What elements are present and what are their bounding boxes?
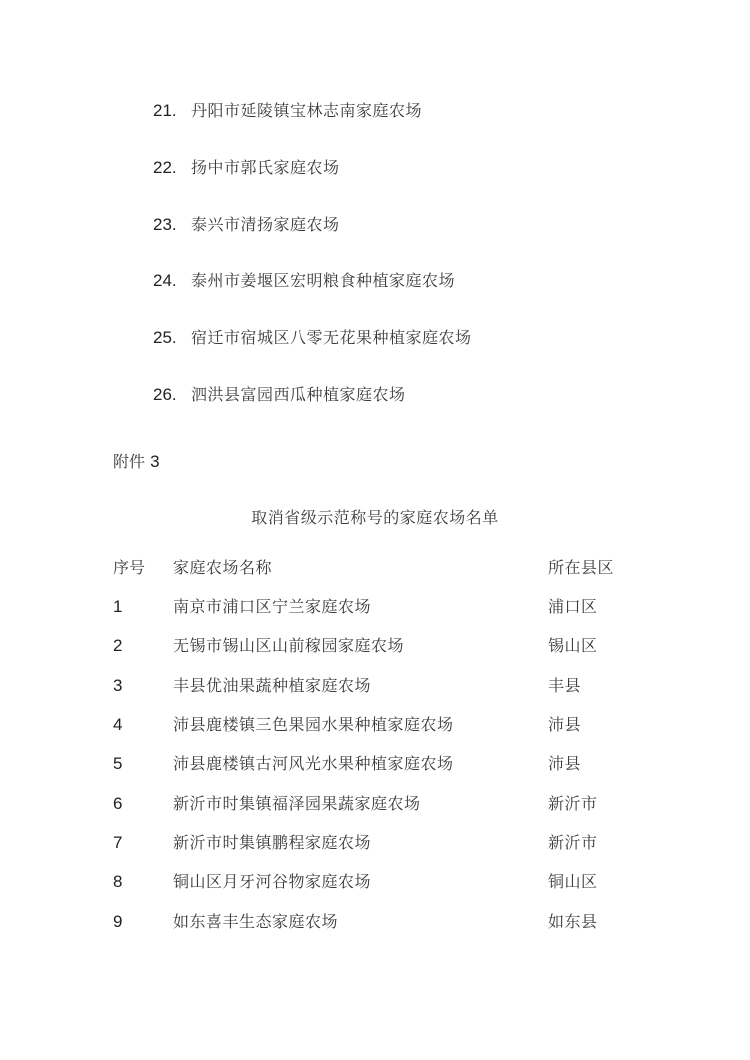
attachment-label [113, 451, 160, 473]
list-item [153, 327, 472, 349]
table-row [113, 752, 633, 776]
row-index: 6 [113, 794, 123, 813]
row-index: 2 [113, 636, 123, 655]
header-name: 家庭农场名称 [173, 558, 273, 577]
row-index: 3 [113, 676, 123, 695]
farm-name: 泰州市姜堰区宏明粮食种植家庭农场 [191, 271, 456, 290]
row-index: 7 [113, 833, 123, 852]
farm-name: 宿迁市宿城区八零无花果种植家庭农场 [191, 328, 472, 347]
row-county: 新沂市 [548, 794, 598, 813]
row-index: 9 [113, 912, 123, 931]
row-county: 锡山区 [548, 636, 598, 655]
table-row [113, 674, 633, 698]
row-county: 沛县 [548, 754, 582, 773]
item-number: 24. [153, 271, 177, 290]
table-row [113, 595, 633, 619]
farm-name: 丹阳市延陵镇宝林志南家庭农场 [191, 101, 423, 120]
row-name: 丰县优油果蔬种植家庭农场 [173, 676, 372, 695]
row-county: 丰县 [548, 676, 582, 695]
item-number: 23. [153, 215, 177, 234]
row-county: 浦口区 [548, 597, 598, 616]
list-item [153, 384, 406, 406]
row-name: 新沂市时集镇福泽园果蔬家庭农场 [173, 794, 421, 813]
farm-name: 泰兴市清扬家庭农场 [191, 215, 340, 234]
row-county: 新沂市 [548, 833, 598, 852]
list-item [153, 157, 340, 179]
row-name: 铜山区月牙河谷物家庭农场 [173, 872, 372, 891]
row-county: 铜山区 [548, 872, 598, 891]
header-index: 序号 [113, 558, 146, 577]
item-number: 22. [153, 158, 177, 177]
list-item [153, 270, 455, 292]
list-item [153, 214, 340, 236]
document-title: 取消省级示范称号的家庭农场名单 [251, 508, 499, 527]
item-number: 26. [153, 385, 177, 404]
row-index: 8 [113, 872, 123, 891]
row-index: 5 [113, 754, 123, 773]
attachment-number: 3 [150, 452, 160, 471]
item-number: 21. [153, 101, 177, 120]
row-index: 4 [113, 715, 123, 734]
farm-name: 扬中市郭氏家庭农场 [191, 158, 340, 177]
table-row [113, 910, 633, 934]
table-row [113, 792, 633, 816]
row-county: 沛县 [548, 715, 582, 734]
item-number: 25. [153, 328, 177, 347]
row-name: 新沂市时集镇鹏程家庭农场 [173, 833, 372, 852]
table-row [113, 634, 633, 658]
row-index: 1 [113, 597, 123, 616]
row-county: 如东县 [548, 912, 598, 931]
attachment-text: 附件 [113, 452, 146, 471]
header-county: 所在县区 [548, 558, 615, 577]
table-row [113, 713, 633, 737]
row-name: 南京市浦口区宁兰家庭农场 [173, 597, 372, 616]
row-name: 沛县鹿楼镇三色果园水果种植家庭农场 [173, 715, 454, 734]
list-item [153, 100, 422, 122]
table-header [113, 556, 633, 580]
table-row [113, 870, 633, 894]
table-row [113, 831, 633, 855]
farm-name: 泗洪县富园西瓜种植家庭农场 [191, 385, 406, 404]
row-name: 如东喜丰生态家庭农场 [173, 912, 339, 931]
row-name: 无锡市锡山区山前稼园家庭农场 [173, 636, 405, 655]
row-name: 沛县鹿楼镇古河风光水果种植家庭农场 [173, 754, 454, 773]
